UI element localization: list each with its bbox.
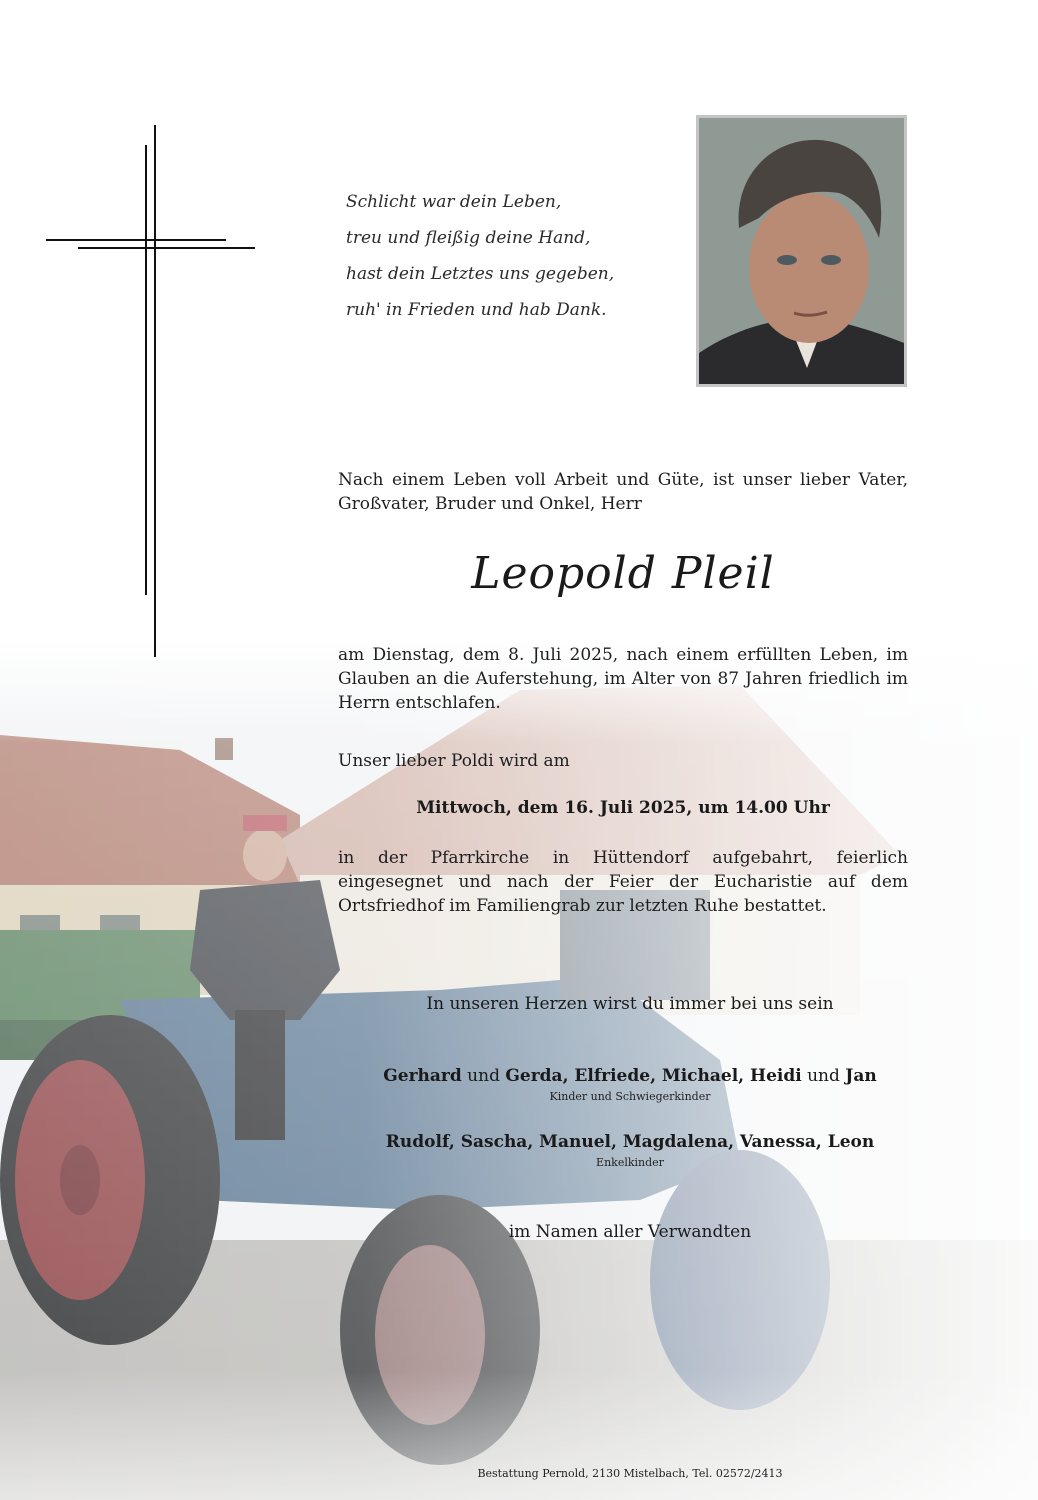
portrait-photo	[696, 115, 907, 387]
connector: und	[461, 1066, 506, 1086]
poem-line: treu und fleißig deine Hand,	[346, 228, 591, 248]
grandchildren-caption: Enkelkinder	[596, 1156, 664, 1169]
deceased-name: Leopold Pleil	[471, 548, 775, 599]
closing-line: In unseren Herzen wirst du immer bei uns sein	[426, 994, 834, 1014]
intro-text: Nach einem Leben voll Arbeit und Güte, ist unser lieber Vater, Großvater, Bruder und Onkel, Herr	[338, 470, 908, 514]
poem-line: hast dein Letztes uns gegeben,	[346, 264, 615, 284]
funeral-text: in der Pfarrkirche in Hüttendorf aufgebahrt, feierlich eingesegnet und nach der Feier der Eucharistie auf dem Ortsfriedhof im Familiengrab zur letzten Ruhe bestattet.	[338, 848, 908, 916]
children-names	[330, 1066, 930, 1086]
poem	[346, 184, 676, 328]
relatives-line: im Namen aller Verwandten	[508, 1222, 752, 1242]
death-text: am Dienstag, dem 8. Juli 2025, nach einem erfüllten Leben, im Glauben an die Auferstehung, im Alter von 87 Jahren friedlich im Herrn entschlafen.	[338, 645, 908, 713]
funeral-date: Mittwoch, dem 16. Juli 2025, um 14.00 Uhr	[416, 798, 830, 818]
grandchildren-names: Rudolf, Sascha, Manuel, Magdalena, Vanessa, Leon	[385, 1132, 875, 1152]
connector: und	[801, 1066, 846, 1086]
child-name: Gerhard	[383, 1066, 462, 1086]
funeral-home-footer: Bestattung Pernold, 2130 Mistelbach, Tel. 02572/2413	[477, 1467, 783, 1480]
children-caption: Kinder und Schwiegerkinder	[549, 1090, 711, 1103]
poem-line: Schlicht war dein Leben,	[346, 192, 562, 212]
funeral-intro: Unser lieber Poldi wird am	[338, 751, 570, 771]
child-name: Jan	[845, 1066, 877, 1086]
child-names: Gerda, Elfriede, Michael, Heidi	[505, 1066, 802, 1086]
poem-line: ruh' in Frieden und hab Dank.	[346, 300, 607, 320]
